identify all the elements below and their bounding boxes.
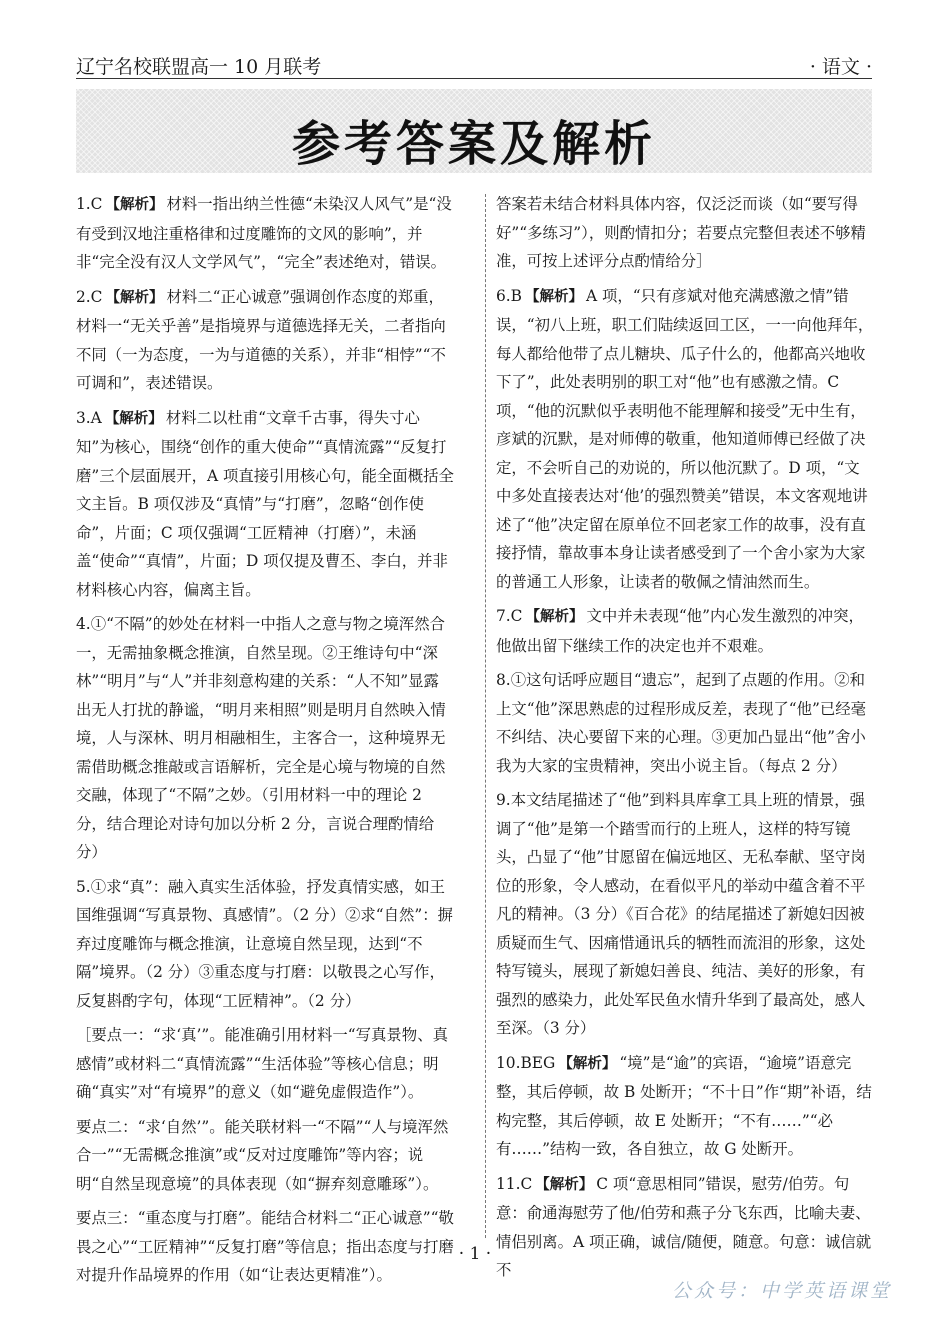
answer-text: 材料二“正心诚意”强调创作态度的郑重，材料一“无关乎善”是指境界与道德选择无关，二者指向不同（一为态度，一为与道德的关系），并非“相悖”“不可调和”，表述错误。 [76, 287, 446, 392]
answer-text: C 项“意思相同”错误，慰劳/伯劳。句意：俞通海慰劳了他/伯劳和燕子分飞东西，比喻夫妻、情侣别离。A 项正确，诚信/随便，随意。句意：诚信就不 [496, 1174, 872, 1279]
answer-item-2 [76, 283, 454, 398]
answer-number: 7.C [496, 607, 523, 625]
answer-text: A 项，“只有彦斌对他充满感激之情”错误，“初八上班，职工们陆续返回工区，一一向他拜年，每人都给他带了点儿糖块、瓜子什么的，他都高兴地收下了”，此处表明别的职工对“他”也有感激之情。C 项，“他的沉默似乎表明他不能理解和接受”无中生有，彦斌的沉默，是对师傅的敬重，他知道师傅已经做了决定，不会听自己的劝说的，所以他沉默了。D 项，“文中多处直接表达对‘他’的强烈赞美”错误，本文客观地讲述了“他”决定留在原单位不回老家工作的故事，没有直接抒情，靠故事本身让读者感受到了一个舍小家为大家的普通工人形象，让读者的敬佩之情油然而生。 [496, 286, 874, 591]
subject-label: · 语文 · [809, 56, 872, 78]
answer-item-5-continued: 答案若未结合材料具体内容，仅泛泛而谈（如“要写得好”“多练习”），则酌情扣分；若要点完整但表述不够精准，可按上述评分点酌情给分］ [496, 195, 866, 270]
analysis-tag: 【解析】 [525, 609, 584, 625]
answer-number: 1.C [76, 195, 103, 213]
answer-item-5 [76, 873, 454, 1016]
analysis-tag: 【解析】 [105, 289, 164, 306]
answer-item-3 [76, 404, 454, 605]
answer-item-7 [496, 602, 874, 660]
watermark: 公众号：中学英语课堂 [671, 1280, 892, 1302]
answer-text: 本文结尾描述了“他”到料具库拿工具上班的情景，强调了“他”是第一个踏雪而行的上班人，这样的特写镜头，凸显了“他”甘愿留在偏远地区、无私奉献、坚守岗位的形象，令人感动，在看似平凡的举动中蕴含着不平凡的精神。（3 分）《百合花》的结尾描述了新媳妇因被质疑而生气、因痛惜通讯兵的牺牲而流泪的形象，这处特写镜头，展现了新媳妇善良、纯洁、美好的形象，有强烈的感染力，此处军民鱼水情升华到了最高处，感人至深。（3 分） [496, 791, 866, 1037]
answer-text: ①求“真”：融入真实生活体验，抒发真情实感，如王国维强调“写真景物、真感情”。（2 分）②求“自然”：摒弃过度雕饰与概念推演，让意境自然呈现，达到“不隔”境界。（2 分）③重态度与打磨：以敬畏之心写作，反复斟酌字句，体现“工匠精神”。（2 分） [76, 877, 454, 1010]
answer-text: 文中并未表现“他”内心发生激烈的冲突，他做出留下继续工作的决定也并不艰难。 [496, 607, 864, 655]
analysis-tag: 【解析】 [535, 1176, 594, 1193]
analysis-tag: 【解析】 [558, 1055, 617, 1072]
answer-item-9 [496, 786, 874, 1043]
answer-item-8 [496, 666, 874, 780]
answer-number: 3.A [76, 408, 102, 427]
page-number: · 1 · [458, 1244, 492, 1264]
answer-item-6 [496, 282, 874, 597]
scoring-point-1: ［要点一：“求‘真’”。能准确引用材料一“写真景物、真感情”或材料二“真情流露”“生活体验”等核心信息；明确“真实”对“有境界”的意义（如“避免虚假造作”）。 [76, 1026, 448, 1101]
answer-item-4 [76, 610, 454, 867]
analysis-tag: 【解析】 [105, 197, 164, 213]
answer-number: 11.C [496, 1174, 533, 1193]
answer-number: 8. [496, 671, 511, 689]
answer-item-1 [76, 190, 454, 277]
exam-title: 辽宁名校联盟高一 10 月联考 [76, 56, 322, 78]
scoring-point-3: 要点三：“重态度与打磨”。能结合材料二“正心诚意”“敬畏之心”“工匠精神”“反复打磨”等信息；指出态度与打磨对提升作品境界的作用（如“让表达更精准”）。 [76, 1209, 454, 1284]
answer-number: 10.BEG [496, 1053, 556, 1072]
page-title: 参考答案及解析 [291, 116, 656, 172]
page-header [76, 48, 872, 79]
answer-text: 材料二以杜甫“文章千古事，得失寸心知”为核心，围绕“创作的重大使命”“真情流露”“反复打磨”三个层面展开，A 项直接引用核心句，能全面概括全文主旨。B 项仅涉及“真情”与“打磨”，忽略“创作使命”，片面；C 项仅强调“工匠精神（打磨）”，未涵盖“使命”“真情”，片面；D 项仅提及曹丕、李白，并非材料核心内容，偏离主旨。 [76, 408, 454, 599]
right-column [496, 190, 874, 1291]
analysis-tag: 【解析】 [104, 410, 163, 427]
answer-text: ①“不隔”的妙处在材料一中指人之意与物之境浑然合一，无需抽象概念推演，自然呈现。②王维诗句中“深林”“明月”与“人”并非刻意构建的关系：“人不知”显露出无人打扰的静谧，“明月来相照”则是明月自然映入情境，人与深林、明月相融相生，主客合一，这种境界无需借助概念推敲或言语解析，完全是心境与物境的自然交融，体现了“不隔”之妙。（引用材料一中的理论 2 分，结合理论对诗句加以分析 2 分，言说合理酌情给分） [76, 615, 446, 861]
title-banner [76, 89, 872, 173]
answer-number: 4. [76, 615, 91, 633]
column-divider [485, 194, 486, 1238]
scoring-point-2: 要点二：“求‘自然’”。能关联材料一“不隔”“人与境浑然合一”“无需概念推演”或“反对过度雕饰”等内容；说明“自然呈现意境”的具体表现（如“摒弃刻意雕琢”）。 [76, 1117, 449, 1193]
answer-number: 5. [76, 877, 91, 896]
answer-item-11 [496, 1170, 874, 1285]
answer-number: 6.B [496, 286, 522, 305]
left-column [76, 190, 454, 1296]
answer-item-10 [496, 1049, 874, 1164]
analysis-tag: 【解析】 [525, 288, 583, 305]
answer-number: 2.C [76, 287, 103, 306]
answer-text: “境”是“逾”的宾语，“逾境”语意完整，其后停顿，故 B 处断开；“不十日”作“期”补语，结构完整，其后停顿，故 E 处断开；“不有……”“必有……”结构一致，各自独立，故 G 处断开。 [496, 1053, 872, 1158]
answer-text: ①这句话呼应题目“遗忘”，起到了点题的作用。②和上文“他”深思熟虑的过程形成反差，表现了“他”已经毫不纠结、决心要留下来的心理。③更加凸显出“他”舍小我为大家的宝贵精神，突出小说主旨。（每点 2 分） [496, 671, 867, 775]
answer-text: 材料一指出纳兰性德“未染汉人风气”是“没有受到汉地注重格律和过度雕饰的文风的影响”，并非“完全没有汉人文学风气”，“完全”表述绝对，错误。 [76, 195, 452, 271]
answer-number: 9. [496, 791, 511, 809]
